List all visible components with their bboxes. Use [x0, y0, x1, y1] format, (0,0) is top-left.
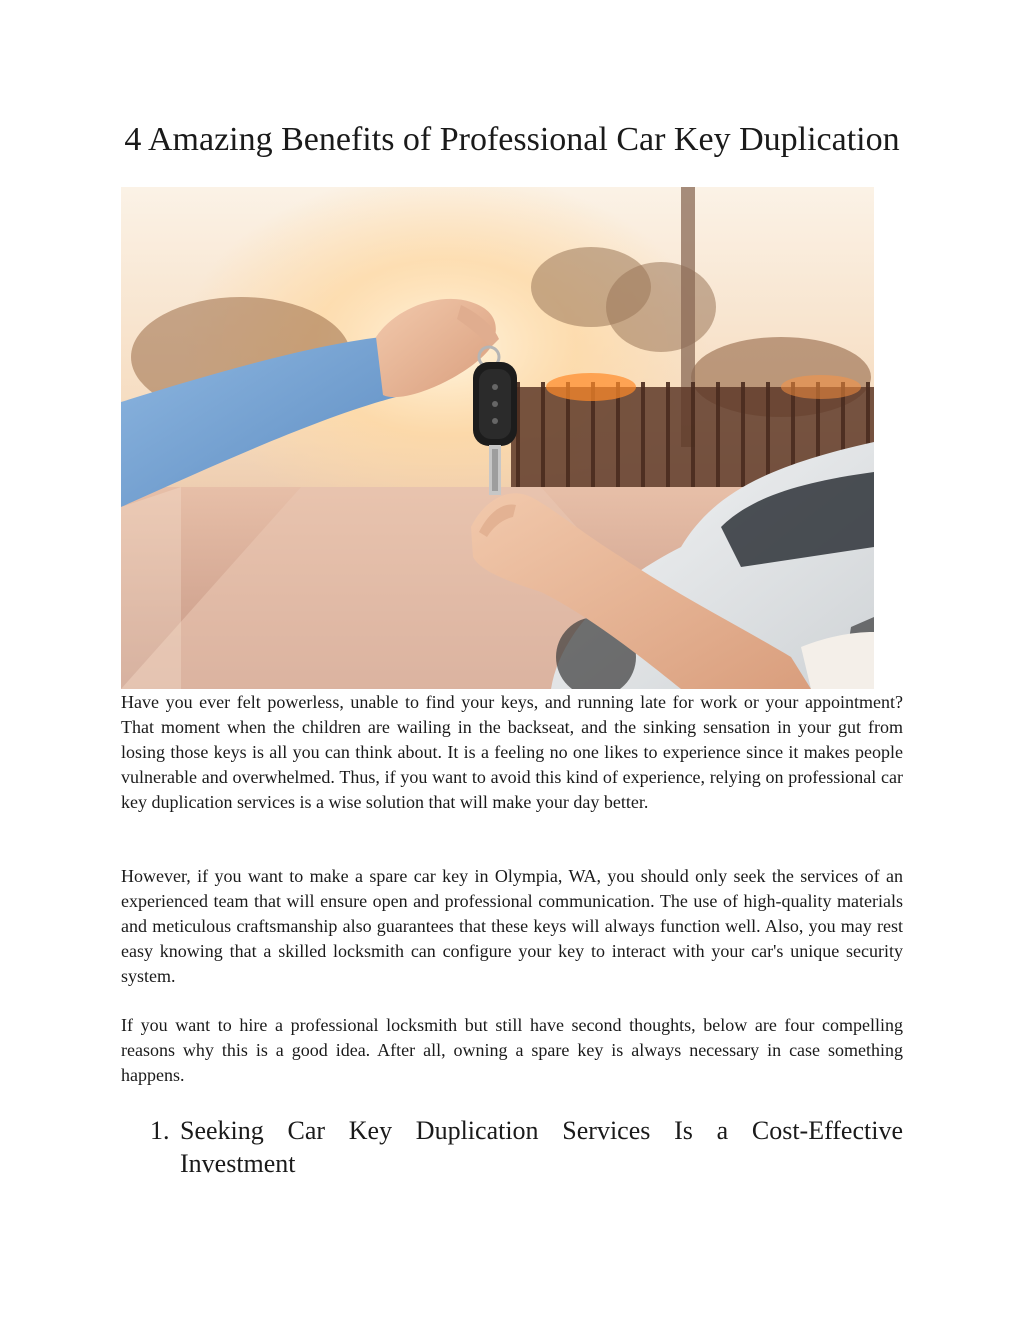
hero-photo-car-key-handover — [121, 187, 874, 689]
paragraph-olympia-services: However, if you want to make a spare car key in Olympia, WA, you should only seek the services of an experienced team that will ensure open and professional communication. The use of high-quality materials and meticulous craftsmanship also guarantees that these keys will always function well. Also, you may rest easy knowing that a skilled locksmith can configure your key to interact with your car's unique security system. — [121, 866, 903, 986]
section-heading-1 — [150, 1114, 903, 1180]
paragraph-reasons: If you want to hire a professional locksmith but still have second thoughts, below are four compelling reasons why this is a good idea. After all, owning a spare key is always necessary in case something happens. — [121, 1015, 903, 1085]
document-title: 4 Amazing Benefits of Professional Car Key Duplication — [124, 121, 900, 158]
section-number: 1. — [150, 1116, 170, 1145]
section-heading-text: Seeking Car Key Duplication Services Is a Cost-Effective Investment — [180, 1116, 903, 1178]
paragraph-intro: Have you ever felt powerless, unable to find your keys, and running late for work or your appointment? That moment when the children are wailing in the backseat, and the sinking sensation in your gut from losing those keys is all you can think about. It is a feeling no one likes to experience since it makes people vulnerable and overwhelmed. Thus, if you want to avoid this kind of experience, relying on professional car key duplication services is a wise solution that will make your day better. — [121, 692, 903, 812]
